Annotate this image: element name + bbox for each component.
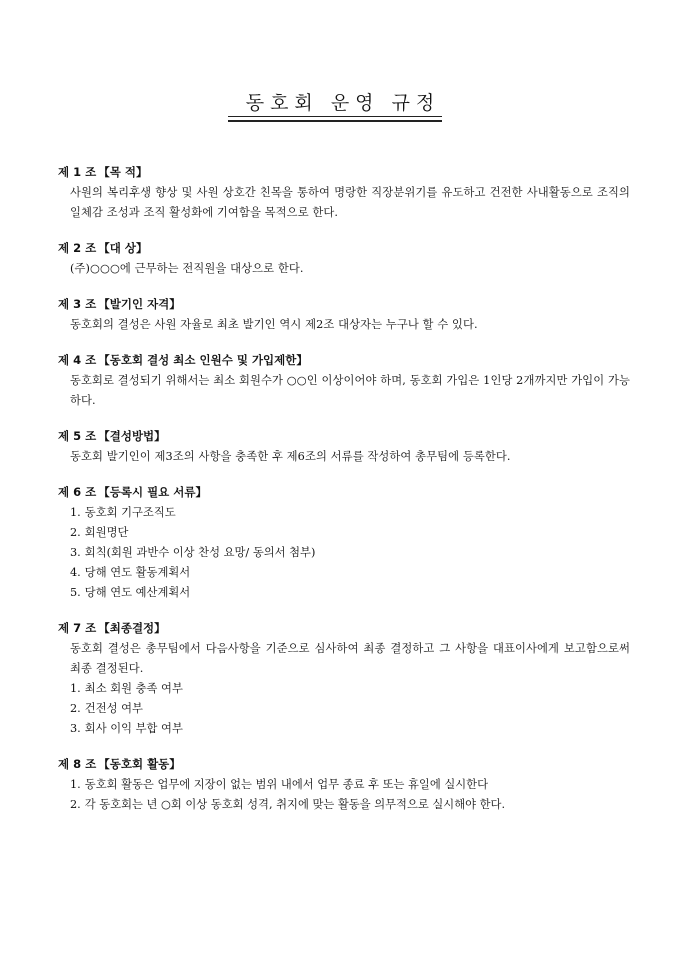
article-heading	[58, 295, 630, 313]
list-item-number: 3.	[70, 546, 81, 559]
article-paragraph: 동호회 발기인이 제3조의 사항을 충족한 후 제6조의 서류를 작성하여 총무팀에 등록한다.	[70, 450, 511, 463]
article-number: 제 5 조	[58, 429, 97, 443]
article-paragraph: (주)○○○에 근무하는 전직원을 대상으로 한다.	[70, 262, 304, 275]
article-item-list	[56, 775, 630, 815]
article-title: 【발기인 자격】	[98, 297, 181, 311]
article-8	[56, 755, 630, 815]
list-item	[70, 563, 630, 583]
article-paragraph: 동호회로 결성되기 위해서는 최소 회원수가 ○○인 이상이어야 하며, 동호회 가입은 1인당 2개까지만 가입이 가능하다.	[70, 374, 630, 407]
list-item-number: 2.	[70, 526, 81, 539]
article-item-list	[56, 679, 630, 739]
article-heading	[58, 427, 630, 445]
article-7	[56, 619, 630, 739]
list-item	[70, 583, 630, 603]
list-item	[70, 699, 630, 719]
article-3	[56, 295, 630, 335]
article-number: 제 7 조	[58, 621, 97, 635]
article-number: 제 2 조	[58, 241, 97, 255]
list-item-text: 회칙(회원 과반수 이상 찬성 요망/ 동의서 첨부)	[84, 546, 316, 559]
article-number: 제 3 조	[58, 297, 97, 311]
list-item-text: 동호회 활동은 업무에 지장이 없는 범위 내에서 업무 종료 후 또는 휴일에 실시한다	[84, 778, 488, 791]
article-title: 【동호회 결성 최소 인원수 및 가입제한】	[98, 353, 308, 367]
list-item	[70, 679, 630, 699]
list-item-number: 1.	[70, 506, 81, 519]
article-paragraph: 동호회 결성은 총무팀에서 다음사항을 기준으로 심사하여 최종 결정하고 그 사항을 대표이사에게 보고함으로써 최종 결정된다.	[70, 642, 630, 675]
list-item-text: 당해 연도 예산계획서	[84, 586, 191, 599]
article-title: 【목 적】	[98, 165, 148, 179]
article-6	[56, 483, 630, 603]
article-title: 【최종결정】	[98, 621, 166, 635]
article-5	[56, 427, 630, 467]
article-number: 제 8 조	[58, 757, 97, 771]
list-item-number: 1.	[70, 682, 81, 695]
article-heading	[58, 755, 630, 773]
list-item-number: 2.	[70, 798, 81, 811]
list-item-text: 당해 연도 활동계획서	[84, 566, 191, 579]
list-item	[70, 719, 630, 739]
list-item	[70, 543, 630, 563]
article-number: 제 6 조	[58, 485, 97, 499]
list-item-number: 5.	[70, 586, 81, 599]
article-heading	[58, 163, 630, 181]
list-item	[70, 523, 630, 543]
article-heading	[58, 483, 630, 501]
title-area	[0, 88, 680, 115]
article-item-list	[56, 503, 630, 603]
article-heading	[58, 351, 630, 369]
article-title: 【대 상】	[98, 241, 148, 255]
article-4	[56, 351, 630, 411]
list-item-number: 1.	[70, 778, 81, 791]
article-title: 【등록시 필요 서류】	[98, 485, 208, 499]
list-item-number: 3.	[70, 722, 81, 735]
article-title: 【동호회 활동】	[98, 757, 181, 771]
article-2	[56, 239, 630, 279]
article-paragraph: 동호회의 결성은 사원 자율로 최초 발기인 역시 제2조 대상자는 누구나 할 수 있다.	[70, 318, 478, 331]
article-paragraph: 사원의 복리후생 향상 및 사원 상호간 친목을 통하여 명랑한 직장분위기를 유도하고 건전한 사내활동으로 조직의 일체감 조성과 조직 활성화에 기여함을 목적으로 한다.	[70, 186, 630, 219]
article-title: 【결성방법】	[98, 429, 166, 443]
title-underline-thin	[228, 116, 442, 117]
list-item-text: 회사 이익 부합 여부	[84, 722, 183, 735]
article-number: 제 1 조	[58, 165, 97, 179]
article-heading	[58, 619, 630, 637]
document-body	[56, 163, 630, 831]
document-title: 동호회 운영 규정	[245, 92, 441, 114]
title-underline-thick	[228, 120, 442, 122]
list-item-number: 4.	[70, 566, 81, 579]
article-1	[56, 163, 630, 223]
article-number: 제 4 조	[58, 353, 97, 367]
list-item-text: 건전성 여부	[84, 702, 143, 715]
list-item-number: 2.	[70, 702, 81, 715]
list-item	[70, 775, 630, 795]
list-item-text: 회원명단	[84, 526, 129, 539]
list-item	[70, 795, 630, 815]
article-heading	[58, 239, 630, 257]
list-item-text: 각 동호회는 년 ○회 이상 동호회 성격, 취지에 맞는 활동을 의무적으로 실시해야 한다.	[84, 798, 506, 811]
list-item-text: 최소 회원 충족 여부	[84, 682, 183, 695]
list-item-text: 동호회 기구조직도	[84, 506, 176, 519]
list-item	[70, 503, 630, 523]
